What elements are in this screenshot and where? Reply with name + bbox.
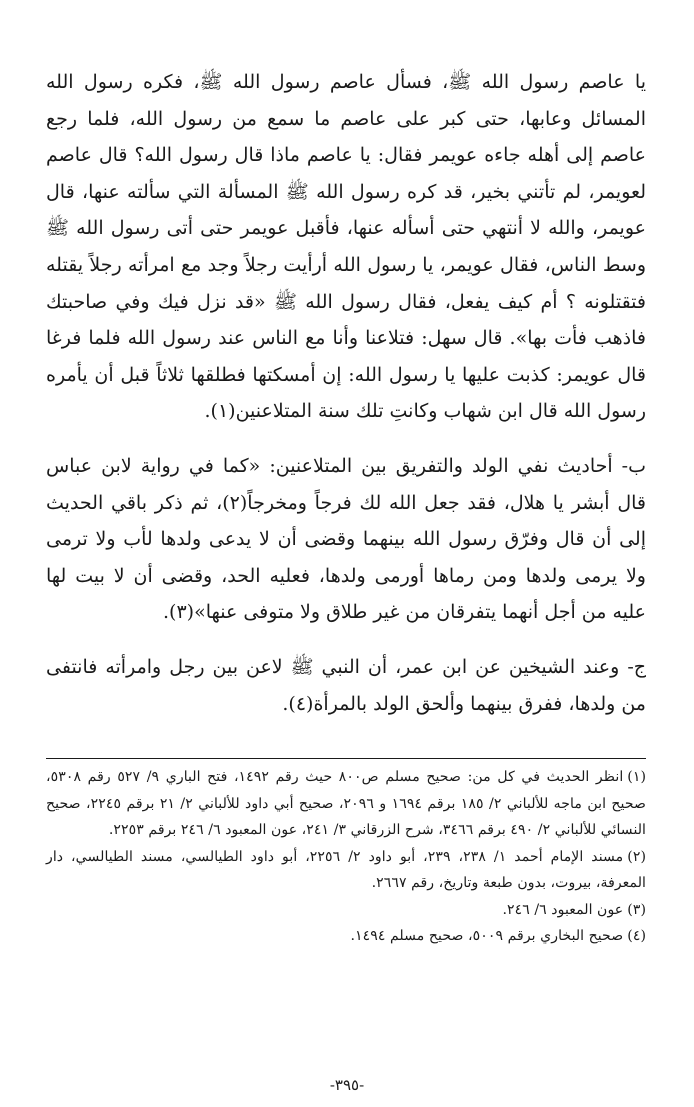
book-page-body xyxy=(46,64,646,722)
page-number: -٣٩٥- xyxy=(329,1076,365,1094)
footnote-text: انظر الحديث في كل من: صحيح مسلم ص٨٠٠ حيث رقم ١٤٩٢، فتح الباري ٩/ ٥٢٧ رقم ٥٣٠٨، صحيح ابن ماجه للألباني ٢/ ١٨٥ برقم ١٦٩٤ و ٢٠٩٦، صحيح أبي داود للألباني ٢/ ٢١ برقم ٢٢٤٥، صحيح النسائي للألباني ٢/ ٤٩٠ برقم ٣٤٦٦، شرح الزرقاني ٣/ ٢٤١، عون المعبود ٦/ ٢٤٦ برقم ٢٢٥٣. xyxy=(46,769,647,838)
footnote-text: عون المعبود ٦/ ٢٤٦. xyxy=(502,901,624,918)
footnote-1 xyxy=(46,764,646,844)
body-paragraph-b: ب- أحاديث نفي الولد والتفريق بين المتلاعنين: «كما في رواية لابن عباس قال أبشر يا هلال، فقد جعل الله لك فرجاً ومخرجاً(٢)، ثم ذكر باقي الحديث إلى أن قال وفرّق رسول الله بينهما وقضى أن لا يدعى ولدها لأب ولا ترمى ولا يرمى ولدها ومن رماها أورمى ولدها، فعليه الحد، وقضى أن لا بيت لها عليه من أجل أنهما يتفرقان من غير طلاق ولا متوفى عنها»(٣). xyxy=(46,454,646,624)
paragraph-gap xyxy=(46,631,646,649)
footnotes-section xyxy=(46,764,646,950)
footnote-text: مسند الإمام أحمد ١/ ٢٣٨، ٢٣٩، أبو داود ٢/ ٢٢٥٦، أبو داود الطيالسي، مسند الطيالسي، دار المعرفة، بيروت، بدون طبعة وتاريخ، رقم ٢٦٦٧. xyxy=(46,848,646,891)
footnote-text: صحيح البخاري برقم ٥٠٠٩، صحيح مسلم ١٤٩٤. xyxy=(350,928,624,944)
body-paragraph-continuation: يا عاصم رسول الله ﷺ، فسأل عاصم رسول الله ﷺ، فكره رسول الله المسائل وعابها، حتى كبر على عاصم ما سمع من رسول الله، فلما رجع عاصم إلى أهله جاءه عويمر فقال: يا عاصم ماذا قال رسول الله؟ قال عاصم لعويمر، لم تأتني بخير، قد كره رسول الله ﷺ المسألة التي سألته عنها، قال عويمر، والله لا أنتهي حتى أسأله عنها، فأقبل عويمر حتى أتى رسول الله ﷺ وسط الناس، فقال عويمر، يا رسول الله أرأيت رجلاً وجد مع امرأته رجلاً يقتله فتقتلونه ؟ أم كيف يفعل، فقال رسول الله ﷺ «قد نزل فيك وفي صاحبتك فاذهب فأت بها». قال سهل: فتلاعنا وأنا مع الناس عند رسول الله فلما فرغا قال عويمر: كذبت عليها يا رسول الله: إن أمسكتها فطلقها ثلاثاً قبل أن يأمره رسول الله قال ابن شهاب وكانتِ تلك سنة المتلاعنين(١). xyxy=(46,71,646,423)
body-paragraph-c: ج- وعند الشيخين عن ابن عمر، أن النبي ﷺ لاعن بين رجل وامرأته فانتفى من ولدها، ففرق بينهما وألحق الولد بالمرأة(٤). xyxy=(46,655,646,715)
footnote-2 xyxy=(46,844,646,897)
footnote-number: (٣) xyxy=(627,901,646,918)
footnote-4 xyxy=(46,923,646,950)
footnote-number: (٤) xyxy=(627,928,646,944)
footnote-separator xyxy=(46,758,646,759)
footnote-number: (١) xyxy=(627,769,646,785)
footnote-number: (٢) xyxy=(627,848,646,865)
paragraph-gap xyxy=(46,430,646,448)
footnote-3 xyxy=(46,897,646,924)
